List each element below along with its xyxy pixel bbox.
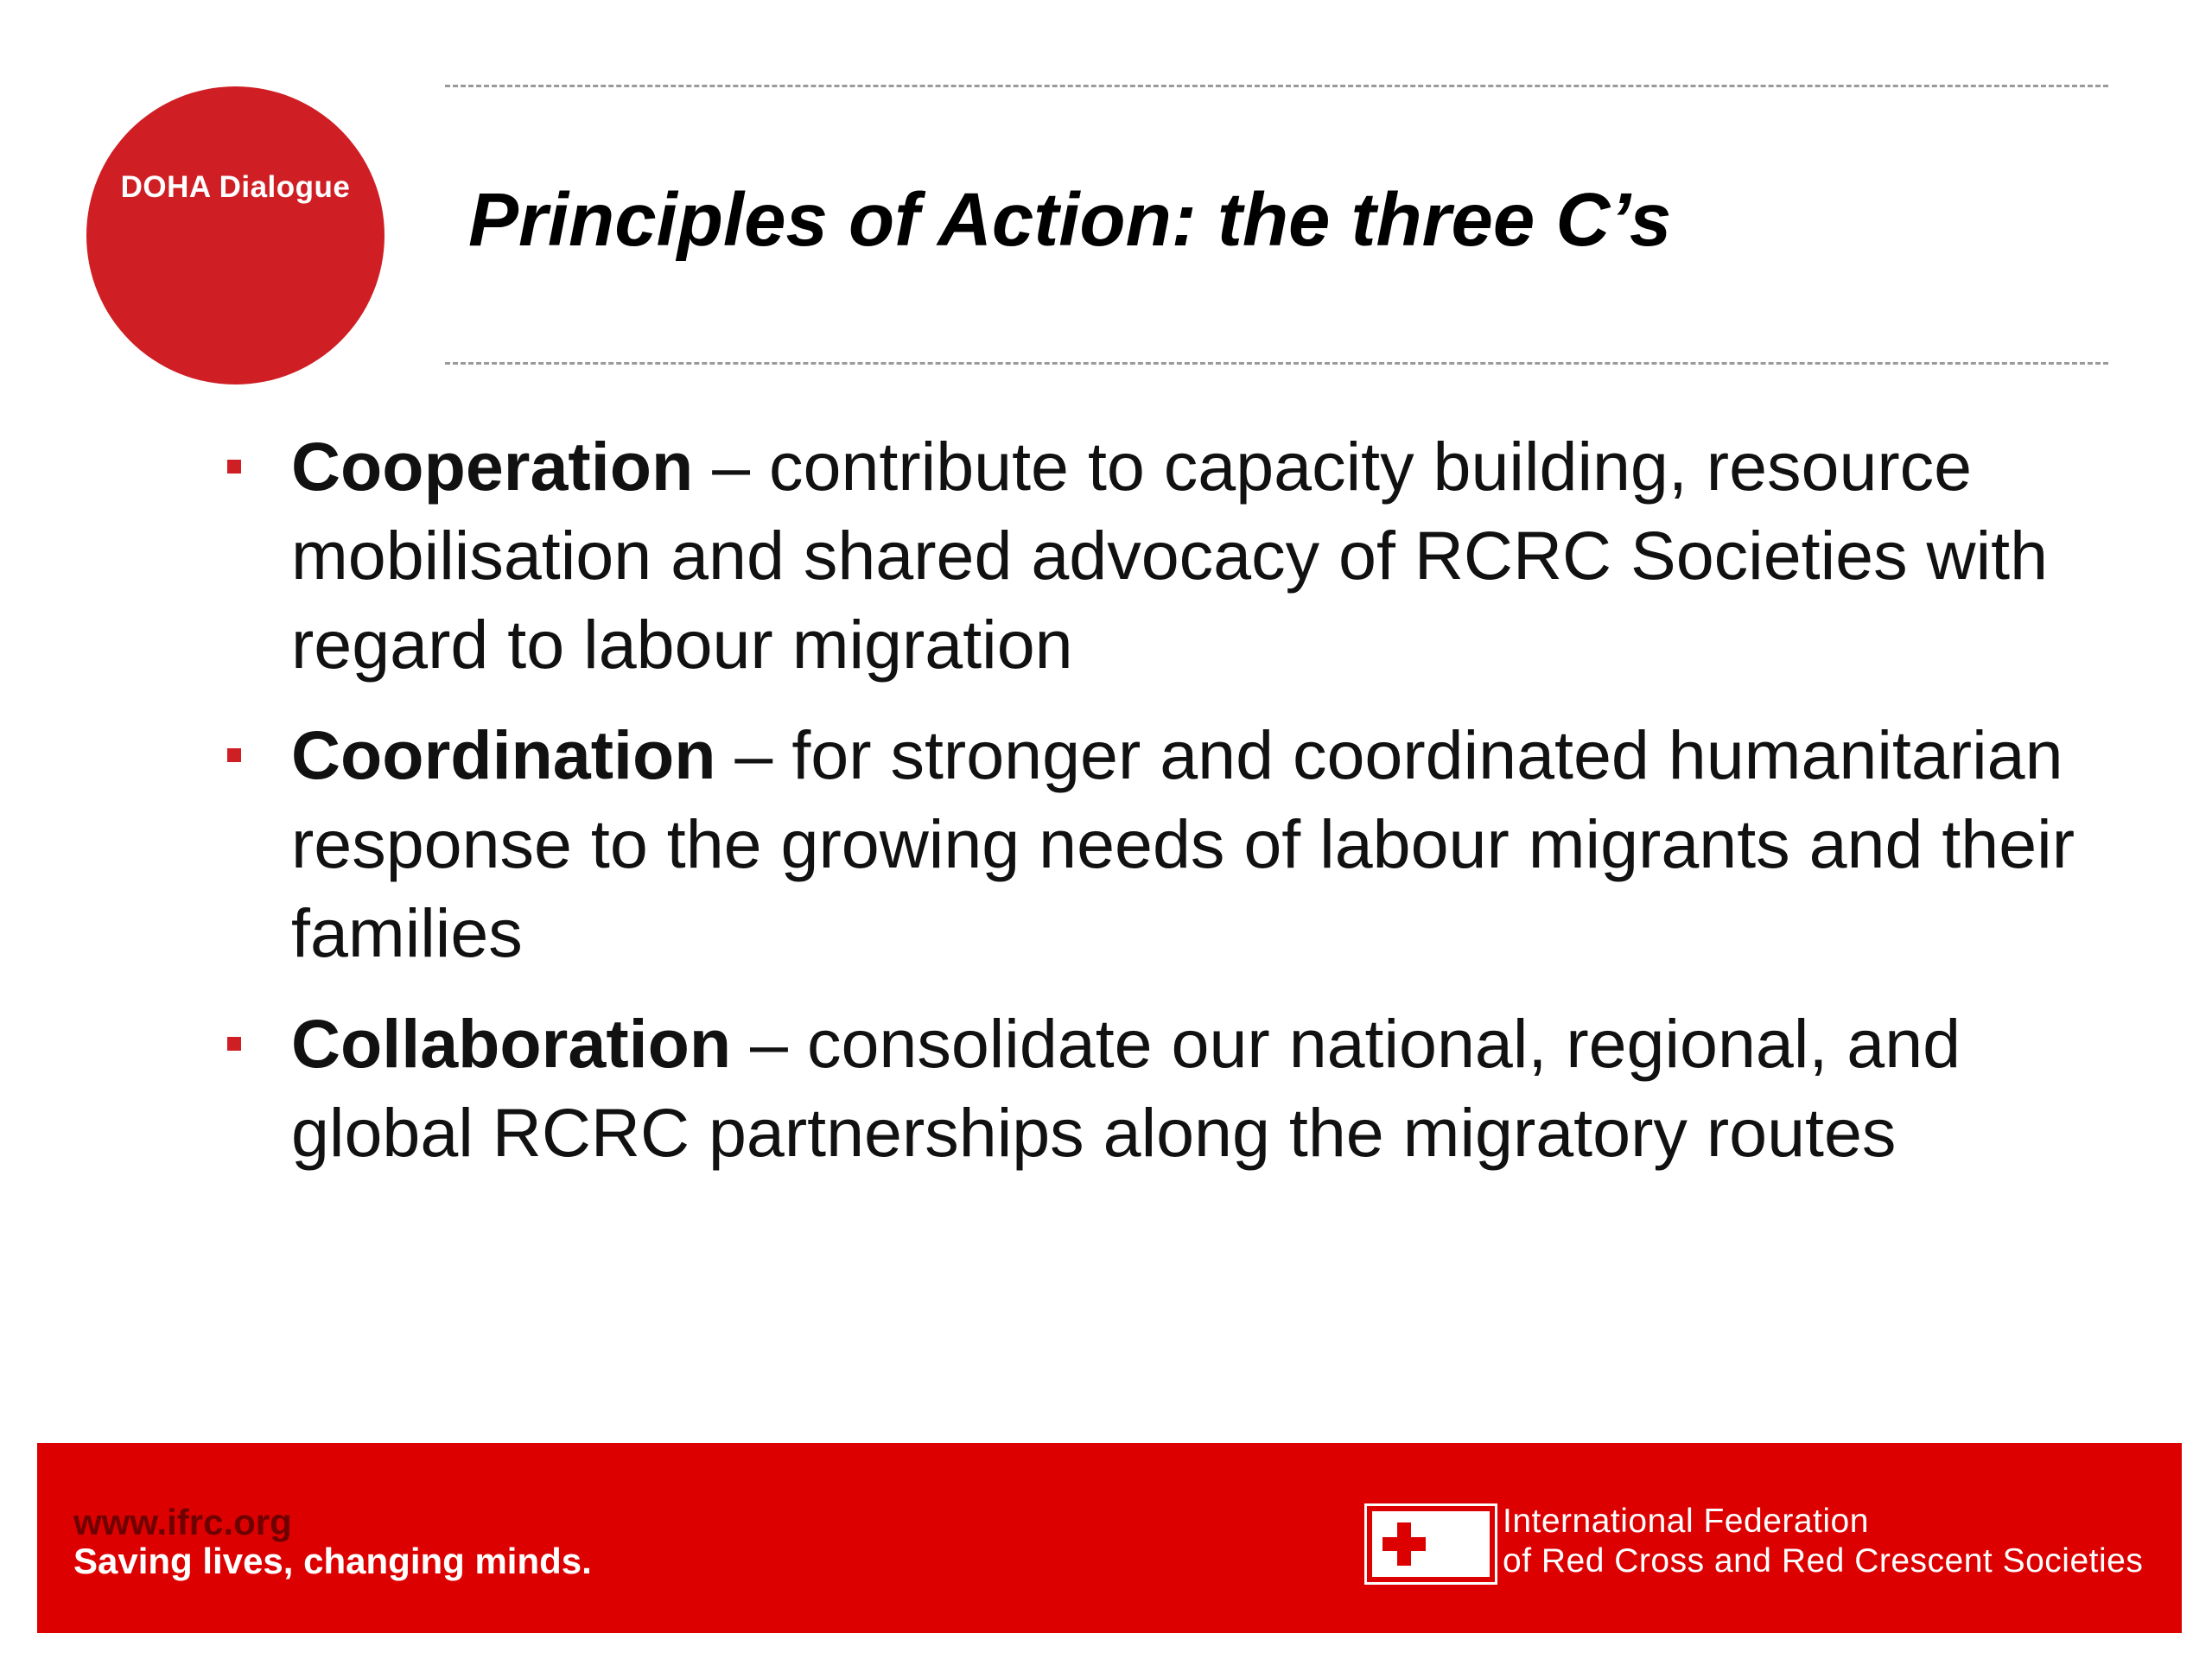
- footer-tagline: Saving lives, changing minds.: [73, 1541, 592, 1581]
- bullet-square-icon: [227, 1037, 241, 1051]
- slide-title: Principles of Action: the three C’s: [468, 178, 1672, 262]
- bullet-term: Collaboration: [291, 1005, 732, 1082]
- organization-name: [1503, 1502, 2143, 1581]
- bullet-square-icon: [227, 460, 241, 474]
- bullet-text: – contribute to capacity building, resource mobilisation and shared advocacy of RCRC Societies with regard to labour migration: [291, 428, 2049, 683]
- bullet-list: [220, 422, 2095, 1198]
- title-top-divider: [445, 85, 2108, 87]
- red-cross-red-crescent-icon: [1364, 1503, 1497, 1585]
- bullet-text: – for stronger and coordinated humanitarian response to the growing needs of labour migrants and their families: [291, 716, 2075, 971]
- bullet-item-coordination: [220, 710, 2095, 977]
- bullet-text: – consolidate our national, regional, and global RCRC partnerships along the migratory routes: [291, 1005, 1961, 1171]
- organization-name-line-1: International Federation: [1503, 1503, 1869, 1540]
- bullet-square-icon: [227, 748, 241, 762]
- badge-label: DOHA Dialogue: [120, 169, 351, 204]
- bullet-term: Coordination: [291, 716, 716, 793]
- doha-dialogue-badge: [86, 86, 385, 385]
- footer-url-link[interactable]: www.ifrc.org: [73, 1502, 292, 1542]
- bullet-term: Cooperation: [291, 428, 694, 505]
- organization-name-line-2: of Red Cross and Red Crescent Societies: [1503, 1542, 2144, 1580]
- footer-bar: [37, 1443, 2182, 1633]
- bullet-item-cooperation: [220, 422, 2095, 689]
- bullet-item-collaboration: [220, 999, 2095, 1177]
- title-bottom-divider: [445, 362, 2108, 365]
